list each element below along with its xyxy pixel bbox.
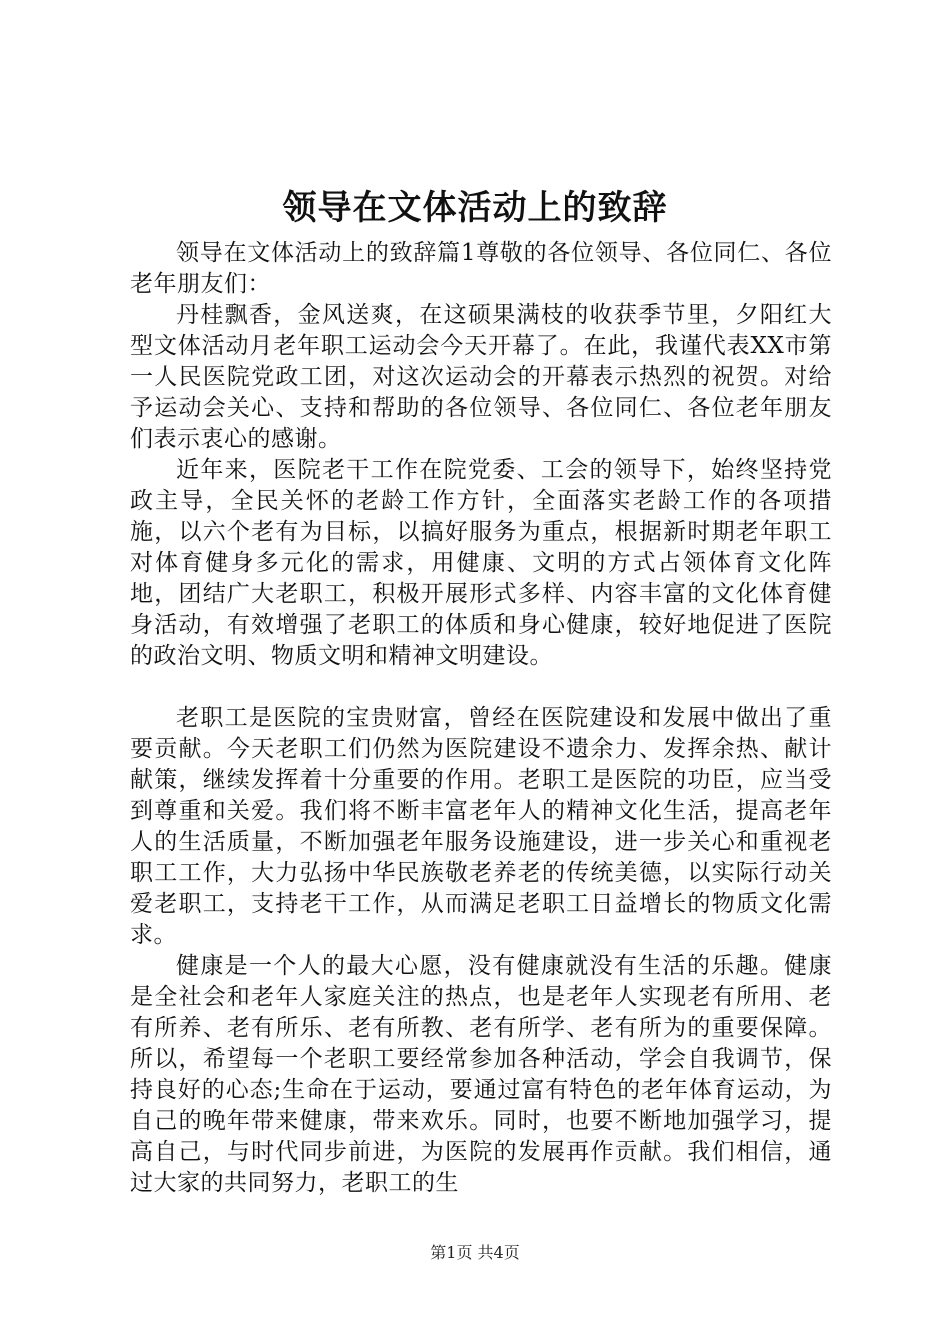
page-number: 第1页 共4页 — [430, 1243, 520, 1262]
paragraph-opening: 丹桂飘香，金风送爽，在这硕果满枝的收获季节里，夕阳红大型文体活动月老年职工运动会今天开幕了。在此，我谨代表XX市第一人民医院党政工团，对这次运动会的开幕表示热烈的祝贺。对给予运动会关心、支持和帮助的各位领导、各位同仁、各位老年朋友们表示衷心的感谢。 — [130, 302, 832, 452]
paragraph-spacer — [130, 672, 832, 703]
paragraph-recent-work: 近年来，医院老干工作在院党委、工会的领导下，始终坚持党政主导，全民关怀的老龄工作方针，全面落实老龄工作的各项措施，以六个老有为目标，以搞好服务为重点，根据新时期老年职工对体育健身多元化的需求，用健康、文明的方式占领体育文化阵地，团结广大老职工，积极开展形式多样、内容丰富的文化体育健身活动，有效增强了老职工的体质和身心健康，较好地促进了医院的政治文明、物质文明和精神文明建设。 — [130, 457, 832, 669]
paragraph-retired-staff: 老职工是医院的宝贵财富，曾经在医院建设和发展中做出了重要贡献。今天老职工们仍然为医院建设不遗余力、发挥余热、献计献策，继续发挥着十分重要的作用。老职工是医院的功臣，应当受到尊重和关爱。我们将不断丰富老年人的精神文化生活，提高老年人的生活质量，不断加强老年服务设施建设，进一步关心和重视老职工工作，大力弘扬中华民族敬老养老的传统美德，以实际行动关爱老职工，支持老干工作，从而满足老职工日益增长的物质文化需求。 — [130, 705, 832, 948]
document-body — [130, 238, 832, 1199]
paragraph-health: 健康是一个人的最大心愿，没有健康就没有生活的乐趣。健康是全社会和老年人家庭关注的热点，也是老年人实现老有所用、老有所养、老有所乐、老有所教、老有所学、老有所为的重要保障。所以，希望每一个老职工要经常参加各种活动，学会自我调节，保持良好的心态;生命在于运动，要通过富有特色的老年体育运动，为自己的晚年带来健康，带来欢乐。同时，也要不断地加强学习，提高自己，与时代同步前进，为医院的发展再作贡献。我们相信，通过大家的共同努力，老职工的生 — [130, 953, 832, 1196]
page-title: 领导在文体活动上的致辞 — [282, 188, 668, 228]
paragraph-salutation: 领导在文体活动上的致辞篇1尊敬的各位领导、各位同仁、各位老年朋友们： — [130, 240, 832, 297]
